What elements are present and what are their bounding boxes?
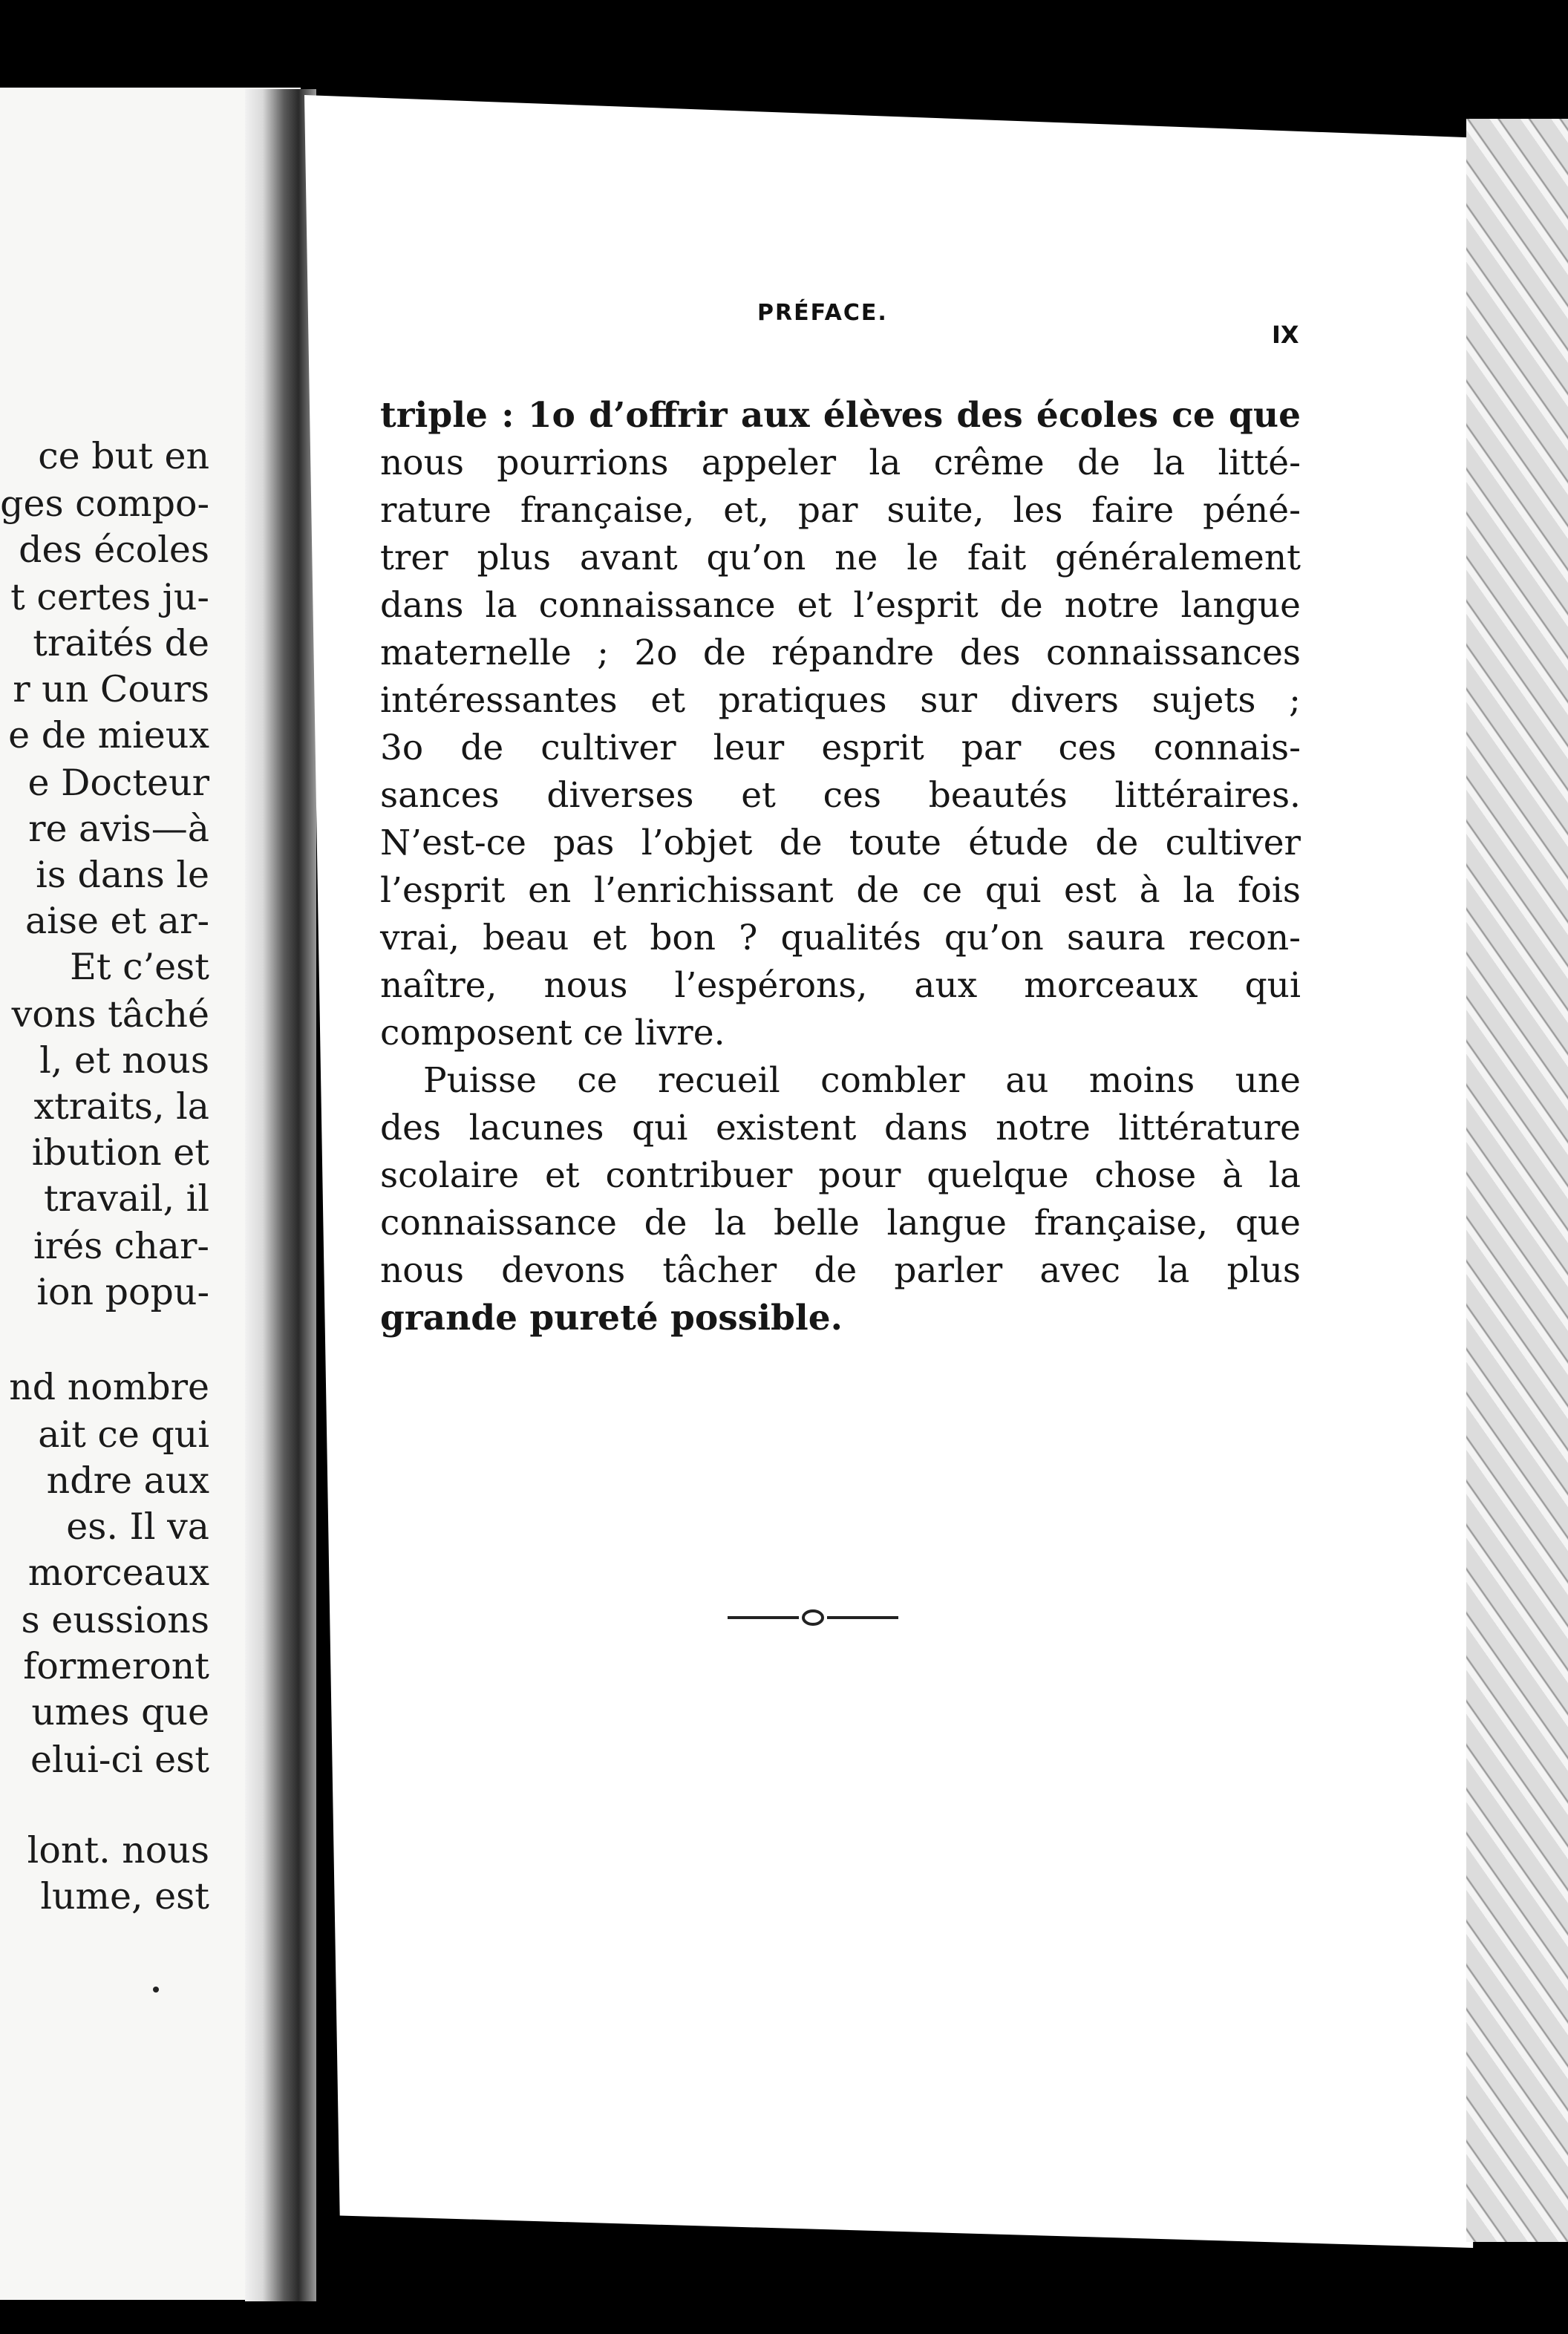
left-text-line: lume, est	[40, 1875, 209, 1918]
left-text-line: e Docteur	[27, 762, 209, 804]
text-line: grande pureté possible.	[380, 1298, 843, 1338]
book-gutter	[245, 89, 316, 2301]
left-text-line: des écoles	[19, 529, 209, 571]
text-line: naître, nous l’espérons, aux morceaux qui	[380, 965, 1301, 1006]
left-text-line: ion popu-	[36, 1271, 209, 1313]
left-text-line: aise et ar-	[24, 900, 209, 942]
left-text-line: xtraits, la	[33, 1085, 209, 1128]
left-text-line: elui-ci est	[30, 1739, 209, 1781]
text-line: nous pourrions appeler la crême de la litté-	[380, 442, 1301, 483]
text-line: triple : 1o d’offrir aux élèves des écoles ce que	[380, 395, 1301, 436]
left-text-line: r un Cours	[13, 668, 209, 710]
left-text-line: is dans le	[36, 854, 209, 896]
left-text-line: ndre aux	[46, 1459, 209, 1502]
left-text-line: vons tâché	[11, 993, 209, 1036]
running-header: PRÉFACE.	[757, 300, 888, 326]
left-text-line: ait ce qui	[38, 1413, 209, 1456]
text-line: l’esprit en l’enrichissant de ce qui est à la fois	[380, 870, 1301, 911]
left-text-line: ibution et	[31, 1131, 209, 1174]
left-text-line: travail, il	[43, 1177, 209, 1220]
text-line: des lacunes qui existent dans notre littérature	[380, 1108, 1301, 1148]
text-line: rature française, et, par suite, les faire péné-	[380, 490, 1301, 531]
text-line: Puisse ce recueil combler au moins une	[423, 1060, 1301, 1101]
text-line: N’est-ce pas l’objet de toute étude de cultiver	[380, 823, 1301, 863]
text-line: trer plus avant qu’on ne le fait généralement	[380, 537, 1301, 578]
text-line: intéressantes et pratiques sur divers sujets ;	[380, 680, 1301, 721]
left-text-line: ce but en	[38, 435, 209, 477]
left-text-line: re avis—à	[28, 808, 209, 850]
left-text-line: morceaux	[27, 1552, 209, 1594]
left-text-line: es. Il va	[66, 1506, 209, 1548]
left-text-line: Et c’est	[70, 946, 209, 988]
text-line: scolaire et contribuer pour quelque chose à la	[380, 1155, 1301, 1196]
page-number: IX	[1272, 321, 1299, 349]
ink-speck	[153, 1987, 159, 1993]
cover-edge-pattern	[1466, 119, 1568, 2242]
left-text-line: umes que	[31, 1691, 209, 1733]
text-line: sances diverses et ces beautés littéraires.	[380, 775, 1301, 816]
left-text-line: ges compo-	[0, 483, 209, 525]
text-line: connaissance de la belle langue française, que	[380, 1203, 1301, 1243]
left-text-line: l, et nous	[39, 1039, 209, 1082]
text-line: dans la connaissance et l’esprit de notre langue	[380, 585, 1301, 626]
section-ornament	[728, 1609, 898, 1627]
left-text-line: formeront	[23, 1645, 209, 1687]
text-line: maternelle ; 2o de répandre des connaissances	[380, 632, 1301, 673]
left-text-line: nd nombre	[9, 1366, 209, 1408]
left-text-line: traités de	[33, 622, 209, 664]
text-line: composent ce livre.	[380, 1013, 725, 1053]
left-text-line: s eussions	[21, 1599, 209, 1641]
text-line: vrai, beau et bon ? qualités qu’on saura recon-	[380, 918, 1301, 958]
text-line: 3o de cultiver leur esprit par ces connais-	[380, 728, 1301, 768]
left-text-line: lont. nous	[27, 1829, 209, 1872]
text-line: nous devons tâcher de parler avec la plus	[380, 1250, 1301, 1291]
left-text-line: e de mieux	[8, 714, 209, 756]
left-text-line: t certes ju-	[10, 576, 209, 618]
left-text-line: irés char-	[33, 1225, 209, 1267]
